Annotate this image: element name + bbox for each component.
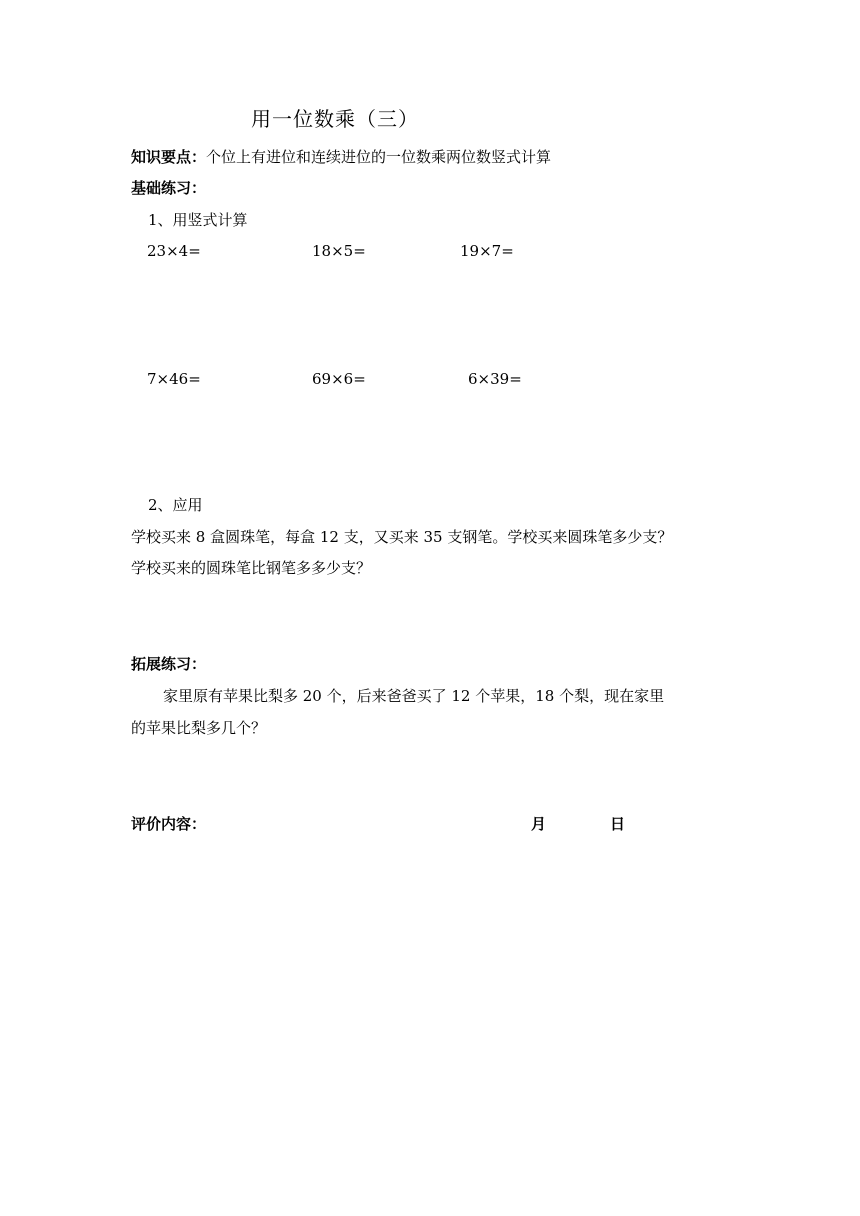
extension-practice-heading: 拓展练习：: [131, 655, 207, 673]
problem-2: 18×5=: [312, 242, 366, 260]
problem-6: 6×39=: [468, 370, 522, 388]
question-2-line-2: 学校买来的圆珠笔比钢笔多多少支？: [131, 559, 372, 577]
problem-1: 23×4=: [147, 242, 201, 260]
question-2-label: 2、应用: [148, 496, 203, 514]
knowledge-points-text: 个位上有进位和连续进位的一位数乘两位数竖式计算: [206, 148, 552, 166]
question-1-label: 1、用竖式计算: [148, 211, 248, 229]
page-title: 用一位数乘（三）: [251, 107, 419, 131]
question-2-line-1: 学校买来 8 盒圆珠笔，每盒 12 支，又买来 35 支钢笔。学校买来圆珠笔多少支？: [131, 528, 673, 546]
evaluation-month: 月: [531, 815, 547, 833]
extension-line-1: 家里原有苹果比梨多 20 个，后来爸爸买了 12 个苹果，18 个梨，现在家里: [163, 687, 665, 705]
problem-3: 19×7=: [460, 242, 514, 260]
evaluation-label: 评价内容：: [131, 815, 207, 833]
evaluation-day: 日: [610, 815, 626, 833]
knowledge-points-label: 知识要点：: [131, 148, 207, 166]
problem-5: 69×6=: [312, 370, 366, 388]
knowledge-points: [131, 147, 551, 167]
extension-line-2: 的苹果比梨多几个？: [131, 719, 267, 737]
problem-4: 7×46=: [147, 370, 201, 388]
basic-practice-heading: 基础练习：: [131, 179, 207, 197]
